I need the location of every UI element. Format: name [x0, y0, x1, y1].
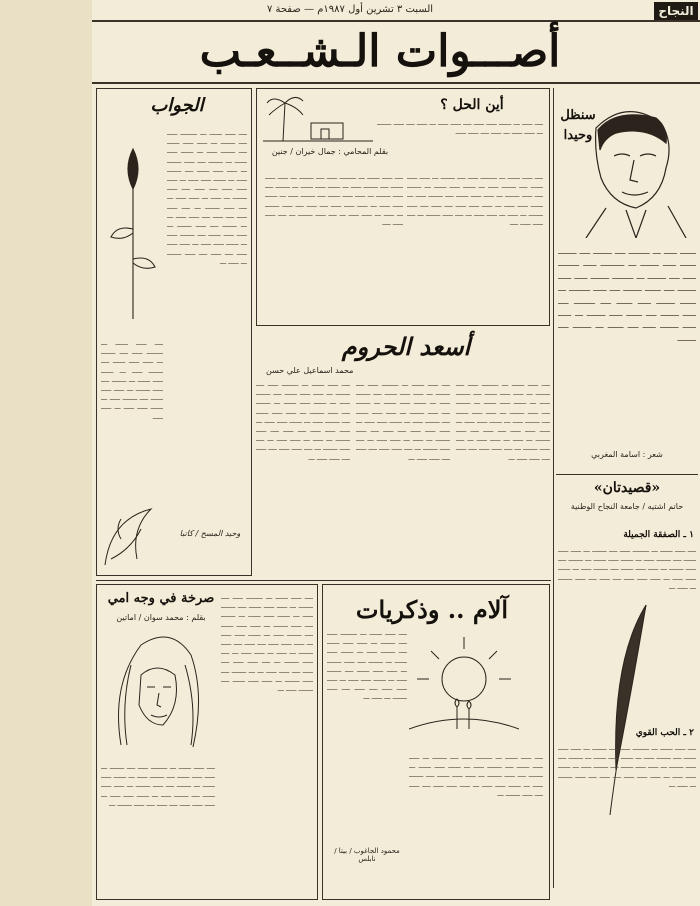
where-solution-col-left: ــــ ـــــ ــــــ ـــ ــــــــ ـــــ ــــ ـــــــ ـــ ـــــ ـــــ ــــــ ــــ ـــــــ ـــــ ـــ ــــــ ـــــ ــــــ ـــ ـــــــ ــــ ـــــ ـــــــ ـــ ـــــ ـــــ ــــــ ــــ ـــــــ ـــــ ـــ ــــــ ـــــ ـــــ ـــ ـــــ ـــــ ـــــ ــــ ـــــ ــــ ـــــ ـــــــ ـــ ـــــ ـــ ـــــ ـــــ ـــ ــــ ـــــ ـــــــ ـــ ــــ ـــــ ـــــ ــــ: [265, 173, 403, 228]
ayam-col-3: ــــ ـــــ ــــــ ـــ ــــــــ ـــــ ــــ ـــــــ ـــ ـــــ ـــــ ــــــ ــــ ـــــــ ـــــ ـــ ــــــ ـــــ ــــــ ـــ ـــــــ ــــ ـــــ ـــــــ ـــ ـــــ ـــــ ــــــ ــــ ـــــــ ـــــ ـــ ــــــ ـــــ ـــــ ـــ ـــــ ـــــ ـــــ ــــ ـــــ ــــ ـــــ ـــــــ ـــ ـــــ ـــ ـــــ ـــــ ـــ ــــ ـــــ ـــــــ ـــ ــــ ـــــ ـــــ ــــ ـــــ ــــ ـــــ ـــــ ـــ: [456, 380, 550, 462]
qasidatan-part1: ١ ـ الصفقة الجميلة: [623, 530, 694, 540]
pains-title: آلام .. وذكريات: [355, 595, 509, 624]
where-solution-col-right: ــــ ـــــ ــــــ ـــ ــــــــ ـــــ ــــ ـــــــ ـــ ـــــ ـــــ ــــــ ــــ ـــــــ ـــــ ـــ ــــــ ـــــ ــــــ ـــ ـــــــ ــــ ـــــ ـــــــ ـــ ـــــ ـــــ ــــــ ــــ ـــــــ ـــــ ـــ ــــــ ـــــ ـــــ ـــ ـــــ ـــــ ـــــ ــــ ـــــ ــــ ـــــ ـــــــ ـــ ـــــ ـــ ـــــ ـــــ ـــ ــــ ـــــ ـــــــ ـــ ــــ ـــــ ـــــ ــــ: [407, 173, 543, 228]
poem-body: ــــــ ـــــ ـــ ــــــــ ــــ ـــــــ ــــ ـــــــ ــــــ ـــــ ـــــــ ـــ ـــــــــ ـــــ ــــــــ ـــــ ــــ ـــــــ ـــ ــــــــ ـــــــ ـــــ ـــــ ـــــــ ــــ ــــــ ـــــــ ــــ ـــــ ــــــــ ـــ ــــــ ـــــــ ـــــ ــــــ ــــ ــــــــ ــــ ـــــ ـــــــ ــــ ــــــ ـــــ ـــــــ ـــ ـــــ ـــــ ـــــــ ـــــ ــــ ــــــ ـــ ـــــــ ــــ ـــــــ: [558, 247, 696, 344]
poem-title: سنظل وحيدا: [560, 108, 596, 143]
pains-signature: محمود الجاغوب / بيتا / نابلس: [334, 847, 400, 863]
rose-illustration: [103, 129, 163, 329]
dateline: السبت ٣ تشرين أول ١٩٨٧م — صفحة ٧: [266, 4, 434, 15]
scream-byline: بقلم : محمد سوان / اماتين: [116, 613, 206, 622]
pains-block: [322, 584, 550, 900]
scream-block: [96, 584, 318, 900]
qasidatan-title: «قصيدتان»: [593, 480, 661, 496]
ayam-col-1: ــــ ـــــ ــــــ ـــ ــــــــ ـــــ ــــ ـــــــ ـــ ـــــ ـــــ ــــــ ــــ ـــــــ ـــــ ـــ ــــــ ـــــ ــــــ ـــ ـــــــ ــــ ـــــ ـــــــ ـــ ـــــ ـــــ ــــــ ــــ ـــــــ ـــــ ـــ ــــــ ـــــ ـــــ ـــ ـــــ ـــــ ـــــ ــــ ـــــ ــــ ـــــ ـــــــ ـــ ـــــ ـــ ـــــ ـــــ ـــ ــــ ـــــ ـــــــ ـــ ــــ ـــــ ـــــ ــــ ـــــ ــــ ـــــ ـــــ ـــ: [256, 380, 350, 462]
qasidatan-author: حاتم اشتيه / جامعة النجاح الوطنية: [570, 502, 684, 511]
section-rule-mid: [96, 580, 551, 581]
where-solution-title: أين الحل ؟: [440, 97, 504, 113]
masthead-title: أصـــوات الـشــعـب: [199, 26, 561, 77]
ayam-byline: محمد اسماعيل علي حسن: [266, 366, 354, 375]
pains-col-left: ــــ ـــــ ــــــ ـــ ــــــــ ـــــ ــــ ـــــــ ـــ ـــــ ـــــ ــــــ ــــ ـــــــ ـــــ ـــ ــــــ ـــــ ــــــ ـــ ـــــــ ــــ ـــــ ـــــــ ـــ ـــــ ـــــ ــــــ ــــ ـــــــ ـــــ ـــ ــــــ ـــــ ـــــ ـــ ـــــ ـــــ ـــــ ــــ ـــــ ــــ ـــــ ـــــــ ـــ ـــــ ـــ: [327, 629, 407, 702]
where-solution-block: [256, 88, 550, 326]
palm-illustration: [263, 93, 373, 143]
section-rule: [556, 474, 698, 475]
poem-author: شعر : اسامة المغربي: [591, 450, 663, 459]
left-column-signature: وحيد المسح / كاتبا: [179, 529, 241, 538]
scream-title: صرخة في وجه امي: [107, 591, 215, 606]
ayam-title: أسعد الحروم: [341, 332, 471, 361]
column-divider-right: [553, 88, 554, 888]
woman-portrait-illustration: [101, 625, 213, 755]
scream-col-left: ــــ ـــــ ــــــ ـــ ــــــــ ـــــ ــــ ـــــــ ـــ ـــــ ـــــ ــــــ ــــ ـــــــ ـــــ ـــ ــــــ ـــــ ــــــ ـــ ـــــــ ــــ ـــــ ـــــــ ـــ ـــــ ـــــ ــــــ ــــ ـــــــ ـــــ ـــ ــــــ ـــــ ـــــ ـــ ـــــ ـــــ ـــــ ــــ ـــــ ــــ ـــــ ـــــــ ـــ: [101, 763, 215, 808]
ayam-block: [256, 330, 550, 578]
qasidatan-part2-body: ــــ ـــــ ــــــ ـــ ــــــــ ـــــ ــــ ـــــــ ـــ ـــــ ـــــ ــــــ ــــ ـــــــ ـــــ ـــ ــــــ ـــــ ــــــ ـــ ـــــــ ــــ ـــــ ـــــــ ـــ ـــــ ـــــ ــــــ ــــ ـــــــ ـــــ ـــ ــــــ ـــــ ـــــ ـــ ـــــ ـــــ ـــــ ــــ ـــــ ــــ ـــــ ـــــــ ـــ ـــــ ـــ: [558, 744, 696, 789]
scream-col-right: ــــ ـــــ ــــــ ـــ ــــــــ ـــــ ــــ ـــــــ ـــ ـــــ ـــــ ــــــ ــــ ـــــــ ـــــ ـــ ــــــ ـــــ ــــــ ـــ ـــــــ ــــ ـــــ ـــــــ ـــ ـــــ ـــــ ــــــ ــــ ـــــــ ـــــ ـــ ــــــ ـــــ ـــــ ـــ ـــــ ـــــ ـــــ ــــ ـــــ ــــ ـــــ ـــــــ ـــ ـــــ ـــ ـــــ ـــــ ـــ ــــ ـــــ ـــــــ ـــ ــــ ـــــ ـــــ ــــ ـــــ ــــ ـــــ ـــــ ـــ ـــ ـــــــ ــــ ـــــ ـــــــ ـــ ـــــ ـــــ ــــــ ــــ ـــــــ ـــــ ـــ: [221, 593, 313, 694]
qasidatan-part1-body: ــــ ـــــ ــــــ ـــ ــــــــ ـــــ ــــ ـــــــ ـــ ـــــ ـــــ ــــــ ــــ ـــــــ ـــــ ـــ ــــــ ـــــ ــــــ ـــ ـــــــ ــــ ـــــ ـــــــ ـــ ـــــ ـــــ ــــــ ــــ ـــــــ ـــــ ـــ ــــــ ـــــ ـــــ ـــ ـــــ ـــــ ـــــ ــــ ـــــ ــــ ـــــ ـــــــ ـــ ـــــ ـــ: [558, 546, 696, 591]
newspaper-logo: النجاح: [654, 2, 698, 20]
where-solution-intro: ــــ ـــــ ـــ ــــــ ـــــ ـــــ ــــ ـــــ ـــــ ـــ ـــــ ــــ ـــــ ـــــــ ـــ ـــــ ـــــ ـــ ـــــ ــــ ـــــ ـــــ: [377, 119, 543, 137]
left-column-body-right: ــــ ـــــ ــــــ ـــ ــــــــ ـــــ ــــ ـــــــ ـــ ـــــ ـــــ ــــــ ــــ ـــــــ ـــــ ـــ ــــــ ـــــ ــــــ ـــ ـــــــ ــــ ـــــ ـــــــ ـــ ـــــ ـــــ ــــــ ــــ ـــــــ ـــــ ـــ ــــــ ـــــ ـــــ ـــ ـــــ ـــــ ـــــ ــــ ـــــ ــــ ـــــ ـــــــ ـــ ـــــ ـــ ـــــ ـــــ ـــ ــــ ـــــ ـــــــ ـــ ــــ ـــــ ـــــ ــــ ـــــ ــــ ـــــ ـــــ ـــ ـــ ـــــــ ــــ ـــــ ـــــــ ـــ ـــــ ـــــ ــــــ ــــ ـــــــ ـــــ ـــ ــــــ ـــــ ـــــ ـــ ـــــ ـــــ ـــــ ــــ ـــــ ــــ ـــــ ـــــــ ـــ ـــــ ـــ: [167, 129, 247, 266]
corner-ornament: [101, 499, 171, 569]
ayam-col-2: ــــ ـــــ ــــــ ـــ ــــــــ ـــــ ــــ ـــــــ ـــ ـــــ ـــــ ــــــ ــــ ـــــــ ـــــ ـــ ــــــ ـــــ ــــــ ـــ ـــــــ ــــ ـــــ ـــــــ ـــ ـــــ ـــــ ــــــ ــــ ـــــــ ـــــ ـــ ــــــ ـــــ ـــــ ـــ ـــــ ـــــ ـــــ ــــ ـــــ ــــ ـــــ ـــــــ ـــ ـــــ ـــ ـــــ ـــــ ـــ ــــ ـــــ ـــــــ ـــ ــــ ـــــ ـــــ ــــ ـــــ ــــ ـــــ ـــــ ـــ: [356, 380, 450, 462]
left-column-body-left: ــــ ـــــ ــــــ ـــ ــــــــ ـــــ ــــ ـــــــ ـــ ـــــ ـــــ ــــــ ــــ ـــــــ ـــــ ـــ ــــــ ـــــ ــــــ ـــ ـــــــ ــــ ـــــ ـــــــ ـــ ـــــ ـــــ ــــــ ــــ ـــــــ ـــــ ـــ ــــــ ـــــ ـــــ ـــ ـــــ ـــــ: [101, 339, 163, 421]
masthead-rule: [0, 82, 700, 84]
sunset-illustration: [409, 629, 519, 749]
left-column-title: الجواب: [150, 95, 204, 116]
pains-col-right: ــــ ـــــ ــــــ ـــ ــــــــ ـــــ ــــ ـــــــ ـــ ـــــ ـــــ ــــــ ــــ ـــــــ ـــــ ـــ ــــــ ـــــ ــــــ ـــ ـــــــ ــــ ـــــ ـــــــ ـــ ـــــ ـــــ ــــــ ــــ ـــــــ ـــــ ـــ ــــــ ـــــ ـــــ ـــ ـــــ ـــــ ـــــ ــــ ـــــ ــــ ـــــ ـــــــ ـــ: [409, 753, 543, 798]
qasidatan-part2: ٢ ـ الحب القوي: [635, 728, 694, 738]
poem-side-block: [556, 88, 698, 468]
left-column-block: [96, 88, 252, 576]
page-margin: [0, 0, 92, 906]
where-solution-byline: بقلم المحامي : جمال خيران / جنين: [271, 147, 389, 156]
header-rule: [0, 20, 700, 22]
